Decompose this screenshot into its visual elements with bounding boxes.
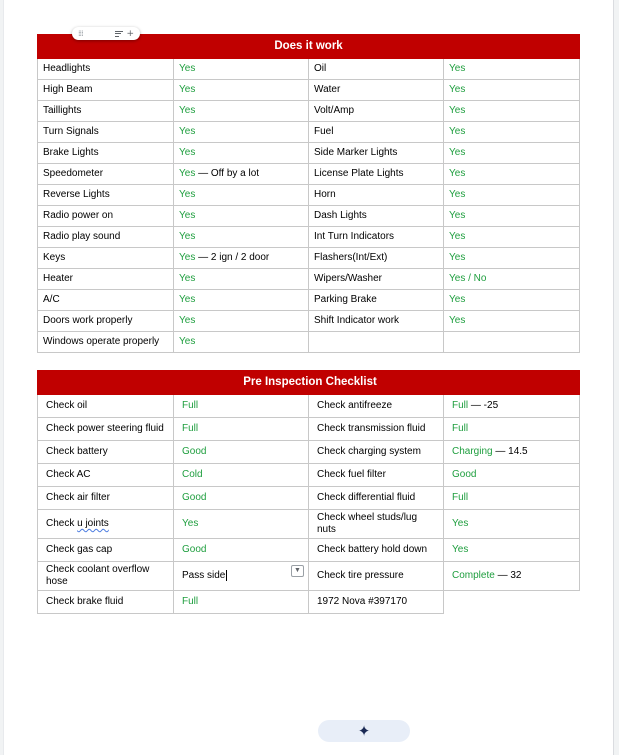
cell-value: Yes [179, 167, 196, 179]
table-cell[interactable] [309, 80, 444, 101]
cell-value: Yes [179, 230, 196, 242]
table-cell[interactable] [38, 185, 174, 206]
cell-value: Yes [179, 83, 196, 95]
cell-label: A/C [43, 293, 60, 305]
cell-label: Check gas cap [46, 543, 113, 555]
table-cell[interactable] [309, 539, 444, 562]
cell-label: Check fuel filter [317, 468, 386, 480]
table-cell[interactable] [309, 185, 444, 206]
table-cell[interactable] [444, 101, 580, 122]
cell-value: Yes [179, 188, 196, 200]
cell-value: Yes [449, 83, 466, 95]
table-cell[interactable] [38, 59, 174, 80]
table-row [38, 418, 580, 441]
cell-label: High Beam [43, 83, 93, 95]
table-cell[interactable] [174, 464, 309, 487]
cell-label: Turn Signals [43, 125, 99, 137]
table-cell[interactable] [309, 332, 444, 353]
table-cell[interactable] [309, 562, 444, 591]
cell-label: Reverse Lights [43, 188, 110, 200]
table-cell[interactable] [174, 539, 309, 562]
cell-label: Check power steering fluid [46, 422, 164, 434]
table-row [38, 395, 580, 418]
table-cell[interactable] [309, 441, 444, 464]
table-cell[interactable] [444, 464, 580, 487]
table-row [38, 562, 580, 591]
cell-note: — 2 ign / 2 door [195, 251, 270, 263]
table-cell[interactable] [444, 539, 580, 562]
cell-value: Yes [179, 209, 196, 221]
cell-value: Yes [449, 104, 466, 116]
cell-label: Check coolant overflow hose [46, 563, 150, 587]
table-cell[interactable] [444, 290, 580, 311]
table-cell[interactable] [444, 143, 580, 164]
cell-note: — Off by a lot [195, 167, 260, 179]
table-row [38, 227, 580, 248]
cell-value: Yes [449, 62, 466, 74]
table-cell[interactable] [38, 80, 174, 101]
table-cell[interactable] [174, 395, 309, 418]
chevron-down-icon[interactable]: ▼ [291, 565, 304, 577]
cell-label: Dash Lights [314, 209, 367, 221]
table-cell[interactable] [38, 227, 174, 248]
cell-value: Cold [182, 468, 203, 480]
cell-value: Yes [449, 314, 466, 326]
table-cell[interactable] [174, 487, 309, 510]
table-cell[interactable] [174, 164, 309, 185]
table-row [38, 206, 580, 227]
table-cell[interactable] [174, 510, 309, 539]
table-cell[interactable] [174, 311, 309, 332]
sort-icon[interactable] [115, 29, 123, 38]
table-cell[interactable] [174, 227, 309, 248]
cell-label: Check tire pressure [317, 569, 404, 581]
cell-label: Shift Indicator work [314, 314, 400, 326]
cell-value: Yes [179, 335, 196, 347]
table-cell[interactable] [174, 185, 309, 206]
cell-value: Good [182, 491, 207, 503]
cell-label: Speedometer [43, 167, 104, 179]
cell-value: Yes [179, 314, 196, 326]
table-handle[interactable] [72, 27, 140, 40]
table-cell[interactable] [309, 311, 444, 332]
table-row [38, 269, 580, 290]
cell-label: Heater [43, 272, 74, 284]
table-row [38, 143, 580, 164]
pre-inspection-table [37, 370, 580, 614]
cell-value: Yes [449, 125, 466, 137]
table-cell[interactable] [38, 395, 174, 418]
cell-label: Check AC [46, 468, 91, 480]
table-cell[interactable] [444, 164, 580, 185]
cell-label: Flashers(Int/Ext) [314, 251, 388, 263]
cell-value: Yes [179, 293, 196, 305]
cell-label: Oil [314, 62, 327, 74]
cell-value: Full [452, 422, 469, 434]
table-cell[interactable] [174, 206, 309, 227]
cell-value: Yes [179, 62, 196, 74]
cell-value: Yes [179, 104, 196, 116]
cell-label: Doors work properly [43, 314, 133, 326]
table-header: Does it work [38, 35, 580, 59]
cell-value: Yes [449, 167, 466, 179]
add-icon[interactable]: + [126, 28, 134, 39]
cell-label: Check u joints [46, 517, 109, 529]
cell-label: Check wheel studs/lug nuts [317, 511, 418, 535]
cell-value: Yes [449, 230, 466, 242]
table-cell[interactable] [38, 101, 174, 122]
cell-value: Yes [179, 272, 196, 284]
cell-value: Yes [179, 146, 196, 158]
table-cell[interactable] [444, 80, 580, 101]
cell-value: Yes [179, 251, 196, 263]
table-cell[interactable] [38, 418, 174, 441]
table-cell[interactable] [309, 510, 444, 539]
table-cell[interactable] [38, 487, 174, 510]
table-cell[interactable] [444, 227, 580, 248]
table-cell[interactable] [38, 510, 174, 539]
cell-value: Yes [452, 517, 469, 529]
table-cell[interactable] [309, 464, 444, 487]
text-cursor [226, 570, 227, 581]
cell-label: Check air filter [46, 491, 110, 503]
cell-value: Full [452, 491, 469, 503]
gemini-sparkle-icon: ✦ [357, 723, 371, 740]
table-cell[interactable] [38, 464, 174, 487]
table-cell[interactable] [174, 59, 309, 80]
table-header: Pre Inspection Checklist [38, 371, 580, 395]
table-cell[interactable] [309, 227, 444, 248]
table-cell[interactable] [444, 562, 580, 591]
cell-note: — -25 [468, 399, 499, 411]
table-cell[interactable] [309, 248, 444, 269]
cell-label: Check battery [46, 445, 108, 457]
cell-note: — 14.5 [492, 445, 528, 457]
table-row [38, 332, 580, 353]
cell-label: Radio power on [43, 209, 114, 221]
cell-value: Yes [449, 209, 466, 221]
cell-label: Check antifreeze [317, 399, 393, 411]
cell-label: Check transmission fluid [317, 422, 426, 434]
table-cell[interactable] [174, 418, 309, 441]
table-cell[interactable] [38, 164, 174, 185]
table-cell[interactable] [174, 441, 309, 464]
table-cell [444, 591, 580, 614]
table-cell[interactable] [309, 591, 444, 614]
table-cell[interactable] [174, 248, 309, 269]
table-cell[interactable] [174, 562, 309, 591]
cell-value: Yes [449, 293, 466, 305]
table-cell[interactable] [444, 122, 580, 143]
table-row [38, 487, 580, 510]
table-cell[interactable] [38, 591, 174, 614]
table-cell[interactable] [444, 59, 580, 80]
cell-label: Horn [314, 188, 336, 200]
cell-label: Side Marker Lights [314, 146, 398, 158]
table-cell[interactable] [174, 332, 309, 353]
cell-label: Check battery hold down [317, 543, 428, 555]
cell-label: Check charging system [317, 445, 421, 457]
table-cell[interactable] [174, 143, 309, 164]
cell-value: Full [182, 422, 199, 434]
table-cell[interactable] [38, 539, 174, 562]
table-row [38, 539, 580, 562]
table-cell[interactable] [38, 441, 174, 464]
table-cell[interactable] [38, 206, 174, 227]
table-cell[interactable] [309, 487, 444, 510]
cell-label: License Plate Lights [314, 167, 404, 179]
table-cell[interactable] [38, 332, 174, 353]
table-cell[interactable] [174, 591, 309, 614]
cell-value: Yes [182, 517, 199, 529]
table-row [38, 101, 580, 122]
table-cell[interactable] [444, 185, 580, 206]
cell-value: Yes [449, 251, 466, 263]
cell-label: Fuel [314, 125, 334, 137]
gemini-button[interactable] [318, 720, 410, 742]
table-cell[interactable] [38, 311, 174, 332]
cell-value: Yes [449, 188, 466, 200]
table-row [38, 464, 580, 487]
cell-label: Radio play sound [43, 230, 121, 242]
drag-handle-icon[interactable]: ⁞⁞⁞ [78, 29, 83, 38]
table-cell[interactable] [38, 143, 174, 164]
cell-note: — 32 [494, 569, 522, 581]
table-cell[interactable] [174, 101, 309, 122]
cell-label: Int Turn Indicators [314, 230, 395, 242]
table-cell[interactable] [309, 269, 444, 290]
table-cell[interactable] [38, 269, 174, 290]
table-cell[interactable] [444, 332, 580, 353]
table-cell[interactable] [444, 206, 580, 227]
table-row [38, 290, 580, 311]
table-row [38, 59, 580, 80]
table-cell[interactable] [309, 164, 444, 185]
cell-value: Good [452, 468, 477, 480]
table-cell[interactable] [444, 248, 580, 269]
table-cell[interactable] [174, 122, 309, 143]
table-cell[interactable] [174, 80, 309, 101]
cell-value: Good [182, 543, 207, 555]
cell-value: Pass side [182, 569, 226, 581]
table-row [38, 311, 580, 332]
cell-label: Keys [43, 251, 66, 263]
table-cell[interactable] [38, 248, 174, 269]
table-cell[interactable] [309, 206, 444, 227]
table-cell[interactable] [309, 418, 444, 441]
cell-value: Complete [452, 569, 495, 581]
table-cell[interactable] [38, 290, 174, 311]
table-cell[interactable] [444, 269, 580, 290]
cell-label: Wipers/Washer [314, 272, 382, 284]
cell-label: Volt/Amp [314, 104, 355, 116]
cell-value: Full [182, 399, 199, 411]
cell-value: Charging [452, 445, 493, 457]
table-row [38, 164, 580, 185]
table-cell[interactable] [444, 441, 580, 464]
cell-label: Water [314, 83, 341, 95]
table-cell[interactable] [444, 487, 580, 510]
table-cell[interactable] [174, 290, 309, 311]
table-cell[interactable] [444, 418, 580, 441]
table-cell[interactable] [174, 269, 309, 290]
table-cell[interactable] [309, 101, 444, 122]
table-cell[interactable] [38, 562, 174, 591]
cell-value: Yes [449, 146, 466, 158]
cell-label: Check differential fluid [317, 491, 416, 503]
table-row [38, 510, 580, 539]
spellcheck-underline: u joints [77, 517, 109, 529]
table-cell[interactable] [309, 395, 444, 418]
table-cell[interactable] [309, 122, 444, 143]
cell-label: Parking Brake [314, 293, 377, 305]
cell-label: 1972 Nova #397170 [317, 595, 408, 607]
table-row [38, 248, 580, 269]
table-cell[interactable] [309, 290, 444, 311]
table-row [38, 122, 580, 143]
table-cell[interactable] [38, 122, 174, 143]
table-row [38, 441, 580, 464]
cell-label: Check brake fluid [46, 595, 124, 607]
table-cell[interactable] [309, 59, 444, 80]
cell-value: Full [452, 399, 469, 411]
table-row [38, 185, 580, 206]
table-row [38, 591, 580, 614]
cell-value: Yes [179, 125, 196, 137]
cell-value: Full [182, 595, 199, 607]
cell-label: Headlights [43, 62, 91, 74]
cell-value: Yes / No [449, 272, 487, 284]
table-cell[interactable] [309, 143, 444, 164]
does-it-work-table [37, 34, 580, 353]
table-cell[interactable] [444, 311, 580, 332]
cell-value: Good [182, 445, 207, 457]
cell-label: Brake Lights [43, 146, 99, 158]
table-cell[interactable] [444, 395, 580, 418]
cell-label: Taillights [43, 104, 82, 116]
table-cell[interactable] [444, 510, 580, 539]
cell-value: Yes [452, 543, 469, 555]
cell-label: Check oil [46, 399, 88, 411]
cell-label: Windows operate properly [43, 335, 160, 347]
table-row [38, 80, 580, 101]
